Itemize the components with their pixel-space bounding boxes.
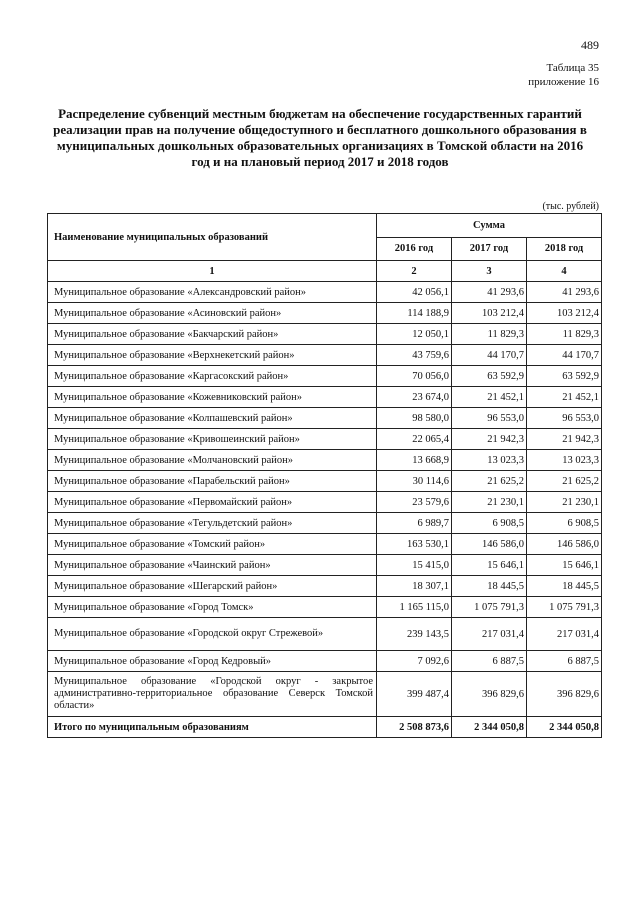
total-row bbox=[48, 717, 602, 738]
value-2016: 399 487,4 bbox=[377, 672, 452, 717]
value-2017: 63 592,9 bbox=[452, 366, 527, 387]
value-2017: 41 293,6 bbox=[452, 282, 527, 303]
units-label: (тыс. рублей) bbox=[542, 201, 599, 212]
value-2018: 6 887,5 bbox=[527, 651, 602, 672]
municipality-name: Муниципальное образование «Шегарский район» bbox=[48, 576, 377, 597]
value-2017: 146 586,0 bbox=[452, 534, 527, 555]
value-2016: 42 056,1 bbox=[377, 282, 452, 303]
table-row bbox=[48, 429, 602, 450]
total-2018: 2 344 050,8 bbox=[527, 717, 602, 738]
value-2017: 15 646,1 bbox=[452, 555, 527, 576]
value-2017: 6 887,5 bbox=[452, 651, 527, 672]
municipality-name: Муниципальное образование «Александровский район» bbox=[48, 282, 377, 303]
table-row bbox=[48, 303, 602, 324]
header-year-2017: 2017 год bbox=[452, 237, 527, 261]
value-2017: 21 452,1 bbox=[452, 387, 527, 408]
value-2016: 7 092,6 bbox=[377, 651, 452, 672]
column-number-row bbox=[48, 261, 602, 282]
page-number: 489 bbox=[581, 38, 599, 52]
table-row bbox=[48, 555, 602, 576]
value-2018: 41 293,6 bbox=[527, 282, 602, 303]
value-2016: 6 989,7 bbox=[377, 513, 452, 534]
municipality-name: Муниципальное образование «Городской округ Стрежевой» bbox=[48, 618, 377, 651]
value-2016: 18 307,1 bbox=[377, 576, 452, 597]
value-2017: 6 908,5 bbox=[452, 513, 527, 534]
value-2017: 11 829,3 bbox=[452, 324, 527, 345]
municipality-name: Муниципальное образование «Асиновский район» bbox=[48, 303, 377, 324]
municipality-name: Муниципальное образование «Томский район» bbox=[48, 534, 377, 555]
header-year-2016: 2016 год bbox=[377, 237, 452, 261]
municipality-name: Муниципальное образование «Первомайский район» bbox=[48, 492, 377, 513]
total-label: Итого по муниципальным образованиям bbox=[48, 717, 377, 738]
value-2016: 22 065,4 bbox=[377, 429, 452, 450]
table-row bbox=[48, 471, 602, 492]
value-2018: 396 829,6 bbox=[527, 672, 602, 717]
value-2017: 13 023,3 bbox=[452, 450, 527, 471]
document-title: Распределение субвенций местным бюджетам на обеспечение государственных гарантий реализации прав на получение общедоступного и бесплатного дошкольного образования в муниципальных дошкольных образовательных организациях в Томской области на 2016 год и на плановый период 2017 и 2018 годов bbox=[53, 106, 587, 169]
municipality-name: Муниципальное образование «Бакчарский район» bbox=[48, 324, 377, 345]
table-row bbox=[48, 576, 602, 597]
value-2018: 6 908,5 bbox=[527, 513, 602, 534]
column-number: 2 bbox=[377, 261, 452, 282]
value-2016: 1 165 115,0 bbox=[377, 597, 452, 618]
table-row bbox=[48, 450, 602, 471]
value-2018: 21 942,3 bbox=[527, 429, 602, 450]
value-2016: 12 050,1 bbox=[377, 324, 452, 345]
municipality-name: Муниципальное образование «Колпашевский район» bbox=[48, 408, 377, 429]
municipality-name: Муниципальное образование «Каргасокский район» bbox=[48, 366, 377, 387]
value-2016: 70 056,0 bbox=[377, 366, 452, 387]
table-row bbox=[48, 597, 602, 618]
table-label-block bbox=[528, 61, 599, 89]
table-row bbox=[48, 324, 602, 345]
municipality-name: Муниципальное образование «Тегульдетский район» bbox=[48, 513, 377, 534]
table-row bbox=[48, 672, 602, 717]
value-2018: 103 212,4 bbox=[527, 303, 602, 324]
municipality-name: Муниципальное образование «Парабельский район» bbox=[48, 471, 377, 492]
value-2018: 21 230,1 bbox=[527, 492, 602, 513]
value-2016: 163 530,1 bbox=[377, 534, 452, 555]
value-2017: 18 445,5 bbox=[452, 576, 527, 597]
value-2018: 21 452,1 bbox=[527, 387, 602, 408]
total-2017: 2 344 050,8 bbox=[452, 717, 527, 738]
value-2016: 23 579,6 bbox=[377, 492, 452, 513]
table-row bbox=[48, 387, 602, 408]
table-row bbox=[48, 345, 602, 366]
value-2018: 18 445,5 bbox=[527, 576, 602, 597]
appendix-label: приложение 16 bbox=[528, 76, 599, 88]
value-2016: 98 580,0 bbox=[377, 408, 452, 429]
municipality-name: Муниципальное образование «Молчановский район» bbox=[48, 450, 377, 471]
value-2017: 1 075 791,3 bbox=[452, 597, 527, 618]
column-number: 4 bbox=[527, 261, 602, 282]
value-2018: 1 075 791,3 bbox=[527, 597, 602, 618]
value-2017: 217 031,4 bbox=[452, 618, 527, 651]
table-row bbox=[48, 513, 602, 534]
value-2018: 44 170,7 bbox=[527, 345, 602, 366]
municipality-name: Муниципальное образование «Чаинский район» bbox=[48, 555, 377, 576]
value-2016: 15 415,0 bbox=[377, 555, 452, 576]
table-row bbox=[48, 366, 602, 387]
header-year-2018: 2018 год bbox=[527, 237, 602, 261]
value-2016: 23 674,0 bbox=[377, 387, 452, 408]
municipality-name: Муниципальное образование «Город Томск» bbox=[48, 597, 377, 618]
municipality-name: Муниципальное образование «Городской округ - закрытое административно-территориальное образование Северск Томской области» bbox=[48, 672, 377, 717]
value-2018: 146 586,0 bbox=[527, 534, 602, 555]
value-2017: 21 942,3 bbox=[452, 429, 527, 450]
table-row bbox=[48, 492, 602, 513]
table-label: Таблица 35 bbox=[546, 62, 599, 74]
value-2016: 239 143,5 bbox=[377, 618, 452, 651]
table-row bbox=[48, 408, 602, 429]
header-name: Наименование муниципальных образований bbox=[48, 214, 377, 261]
column-number: 3 bbox=[452, 261, 527, 282]
value-2016: 43 759,6 bbox=[377, 345, 452, 366]
total-2016: 2 508 873,6 bbox=[377, 717, 452, 738]
table-row bbox=[48, 282, 602, 303]
value-2018: 15 646,1 bbox=[527, 555, 602, 576]
value-2018: 63 592,9 bbox=[527, 366, 602, 387]
table-row bbox=[48, 651, 602, 672]
value-2018: 11 829,3 bbox=[527, 324, 602, 345]
value-2017: 21 625,2 bbox=[452, 471, 527, 492]
value-2016: 30 114,6 bbox=[377, 471, 452, 492]
value-2017: 103 212,4 bbox=[452, 303, 527, 324]
value-2016: 13 668,9 bbox=[377, 450, 452, 471]
value-2018: 217 031,4 bbox=[527, 618, 602, 651]
value-2016: 114 188,9 bbox=[377, 303, 452, 324]
table-row bbox=[48, 618, 602, 651]
column-number: 1 bbox=[48, 261, 377, 282]
table-row bbox=[48, 534, 602, 555]
value-2017: 96 553,0 bbox=[452, 408, 527, 429]
value-2018: 96 553,0 bbox=[527, 408, 602, 429]
value-2017: 44 170,7 bbox=[452, 345, 527, 366]
value-2017: 21 230,1 bbox=[452, 492, 527, 513]
municipality-name: Муниципальное образование «Кожевниковский район» bbox=[48, 387, 377, 408]
subvention-table bbox=[47, 213, 602, 738]
value-2017: 396 829,6 bbox=[452, 672, 527, 717]
municipality-name: Муниципальное образование «Кривошеинский район» bbox=[48, 429, 377, 450]
value-2018: 21 625,2 bbox=[527, 471, 602, 492]
municipality-name: Муниципальное образование «Верхнекетский район» bbox=[48, 345, 377, 366]
value-2018: 13 023,3 bbox=[527, 450, 602, 471]
municipality-name: Муниципальное образование «Город Кедровый» bbox=[48, 651, 377, 672]
header-sum: Сумма bbox=[377, 214, 602, 238]
